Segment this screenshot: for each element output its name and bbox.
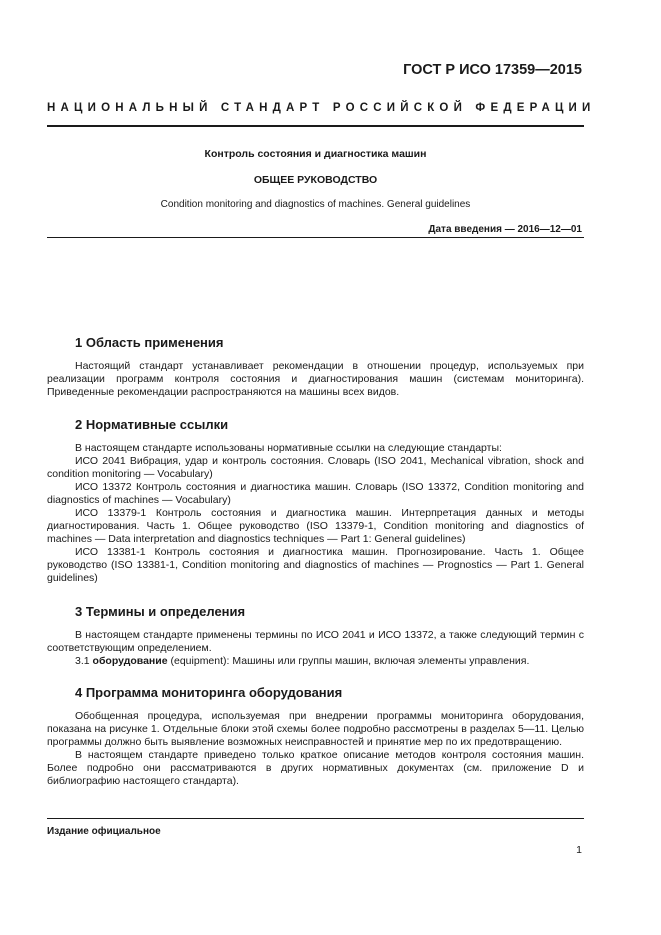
paragraph: В настоящем стандарте приведено только краткое описание методов контроля состояния машин. Более подробно они рассматриваются в других нормативных документах (см. приложение D и библиографию настоящего стандарта). [47, 749, 584, 787]
title-divider [47, 237, 584, 238]
paragraph: В настоящем стандарте использованы нормативные ссылки на следующие стандарты: [75, 442, 502, 454]
section-heading: 2 Нормативные ссылки [75, 417, 229, 432]
section-equipment-monitoring-program [47, 685, 584, 788]
reference-item: ИСО 13379-1 Контроль состояния и диагностика машин. Интерпретация данных и методы диагностирования. Часть 1. Общее руководство (ISO 13379-1, Condition monitoring and diagnostics of machines — Data interpretation and diagnostics techniques — Part 1: General guidelines) [47, 507, 584, 545]
reference-item: ИСО 13381-1 Контроль состояния и диагностика машин. Прогнозирование. Часть 1. Общее руководство (ISO 13381-1, Condition monitoring and diagnostics of machines — Prognostics — Part 1. General guidelines) [47, 546, 584, 584]
page-number: 1 [576, 844, 582, 856]
term-name: оборудование [92, 655, 168, 667]
document-subtitle-ru: ОБЩЕЕ РУКОВОДСТВО [253, 174, 378, 186]
term-rest: (equipment): Машины или группы машин, включая элементы управления. [170, 655, 530, 667]
section-scope [47, 335, 584, 399]
introduction-date: Дата введения — 2016—12—01 [428, 224, 582, 235]
official-edition-label: Издание официальное [47, 826, 161, 837]
term-number: 3.1 [75, 655, 90, 667]
reference-item: ИСО 13372 Контроль состояния и диагностика машин. Словарь (ISO 13372, Condition monitoring and diagnostics of machines — Vocabulary) [47, 481, 584, 506]
document-title-ru: Контроль состояния и диагностика машин [204, 148, 427, 160]
term-definition [47, 655, 584, 668]
document-title-en: Condition monitoring and diagnostics of machines. General guidelines [160, 199, 471, 210]
section-normative-references [47, 417, 584, 585]
section-heading: 1 Область применения [75, 335, 224, 350]
footer-divider [47, 818, 584, 819]
document-number: ГОСТ Р ИСО 17359—2015 [403, 62, 582, 78]
section-heading: 3 Термины и определения [75, 604, 246, 619]
paragraph: В настоящем стандарте применены термины по ИСО 2041 и ИСО 13372, а также следующий термин с соответствующим определением. [47, 629, 584, 654]
paragraph: Обобщенная процедура, используемая при внедрении программы мониторинга оборудования, показана на рисунке 1. Отдельные блоки этой схемы более подробно рассмотрены в разделах 5—11. Целью программы должно быть выявление возможных неисправностей и принятие мер по их предотвращению. [47, 710, 584, 748]
section-terms-definitions [47, 604, 584, 668]
paragraph: Настоящий стандарт устанавливает рекомендации в отношении процедур, используемых при реализации программ контроля состояния и диагностирования машин (системам мониторинга). Приведенные рекомендации распространяются на машины всех видов. [47, 360, 584, 398]
header-divider [47, 125, 584, 127]
reference-item: ИСО 2041 Вибрация, удар и контроль состояния. Словарь (ISO 2041, Mechanical vibration, shock and condition monitoring — Vocabulary) [47, 455, 584, 480]
national-standard-banner: НАЦИОНАЛЬНЫЙ СТАНДАРТ РОССИЙСКОЙ ФЕДЕРАЦИИ [47, 102, 596, 114]
section-heading: 4 Программа мониторинга оборудования [75, 685, 343, 700]
